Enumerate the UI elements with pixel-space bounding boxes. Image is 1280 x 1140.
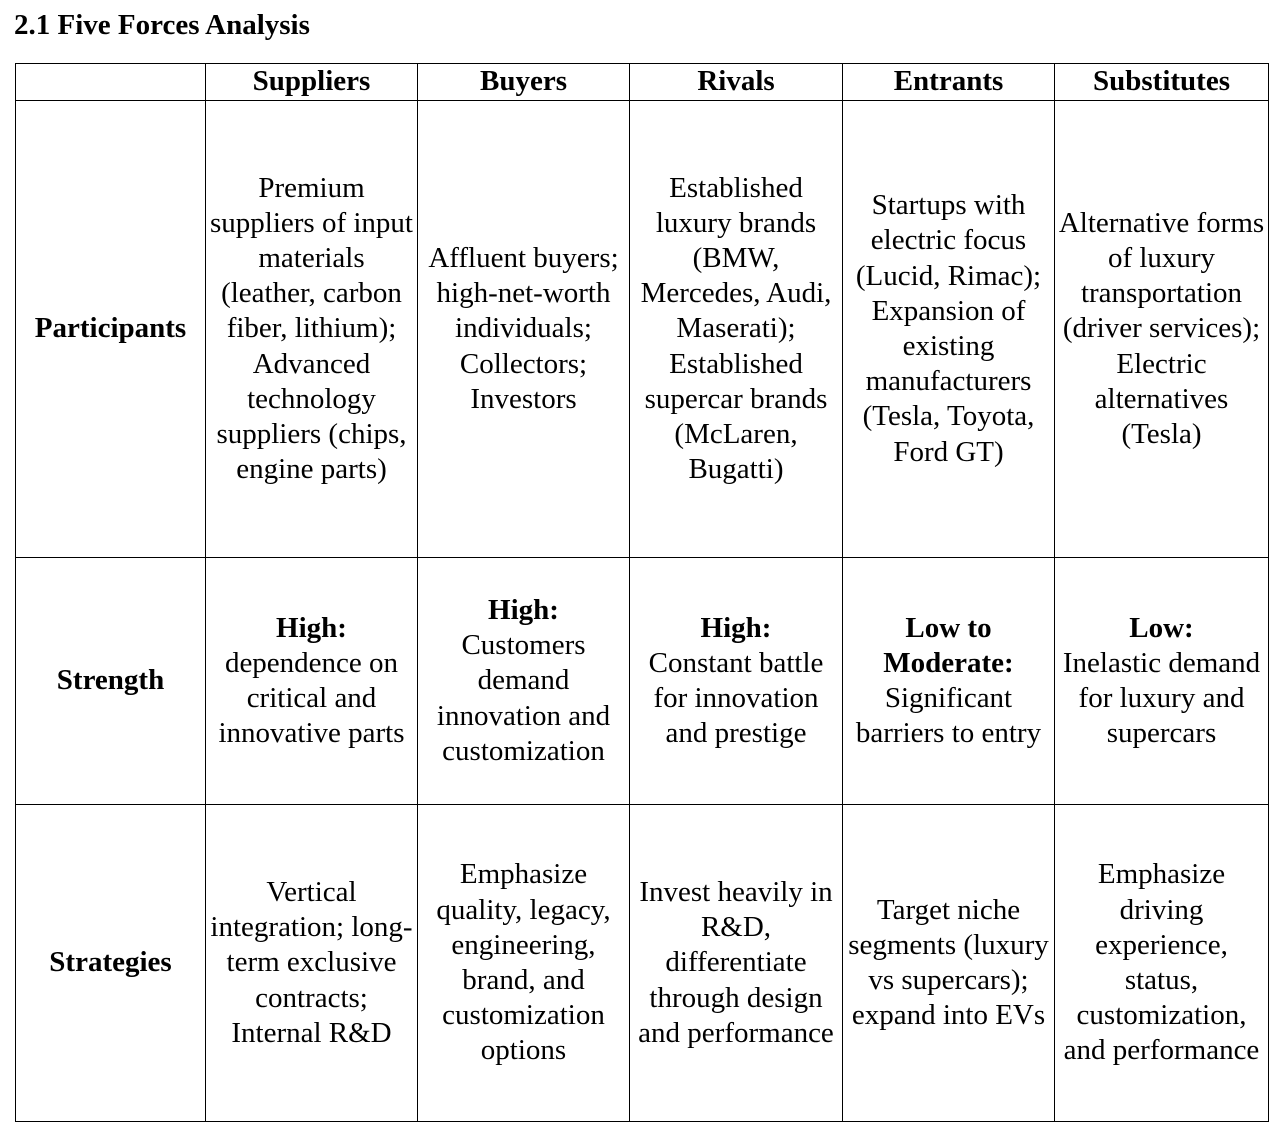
cell-strength-suppliers <box>206 558 418 805</box>
row-label-strength: Strength <box>16 558 206 805</box>
cell-text: Startups with electric focus (Lucid, Rimac); Expansion of existing manufacturers (Tesla, Toyota, Ford GT) <box>855 189 1042 468</box>
cell-text: Alternative forms of luxury transportation (driver services); Electric alternatives (Tesla) <box>1058 206 1265 450</box>
cell-text: Target niche segments (luxury vs supercars); expand into EVs <box>848 893 1049 1032</box>
cell-participants-rivals <box>630 101 843 558</box>
cell-strength-rivals <box>630 558 843 805</box>
five-forces-table <box>15 63 1269 1122</box>
cell-text: Emphasize quality, legacy, engineering, brand, and customization options <box>436 858 611 1067</box>
page-title: 2.1 Five Forces Analysis <box>14 9 310 41</box>
header-rivals: Rivals <box>630 64 843 101</box>
cell-strength-buyers <box>418 558 630 805</box>
cell-text: Premium suppliers of input materials (leather, carbon fiber, lithium); Advanced technology suppliers (chips, engine parts) <box>210 171 413 486</box>
cell-text: Inelastic demand for luxury and supercars <box>1062 646 1261 750</box>
header-substitutes: Substitutes <box>1055 64 1269 101</box>
header-corner <box>16 64 206 101</box>
cell-text: Emphasize driving experience, status, customization, and performance <box>1063 858 1260 1067</box>
table-row <box>16 805 1269 1122</box>
cell-strategies-rivals <box>630 805 843 1122</box>
row-label-strategies: Strategies <box>16 805 206 1122</box>
cell-text: dependence on critical and innovative parts <box>218 646 405 750</box>
table-row <box>16 101 1269 558</box>
cell-text: Affluent buyers; high-net-worth individuals; Collectors; Investors <box>428 241 619 415</box>
cell-strategies-substitutes <box>1055 805 1269 1122</box>
cell-text: Customers demand innovation and customization <box>436 629 611 767</box>
cell-strength-entrants <box>843 558 1055 805</box>
cell-text: Invest heavily in R&D, differentiate through design and performance <box>638 875 834 1049</box>
cell-lead: High: <box>700 611 772 644</box>
cell-text: Vertical integration; long-term exclusive contracts; Internal R&D <box>210 875 413 1049</box>
cell-participants-entrants <box>843 101 1055 558</box>
cell-text: Significant barriers to entry <box>855 682 1042 750</box>
table-header-row <box>16 64 1269 101</box>
header-entrants: Entrants <box>843 64 1055 101</box>
header-buyers: Buyers <box>418 64 630 101</box>
cell-strength-substitutes <box>1055 558 1269 805</box>
cell-text: Constant battle for innovation and prestige <box>648 646 824 750</box>
cell-text: Established luxury brands (BMW, Mercedes, Audi, Maserati); Established supercar brands (McLaren, Bugatti) <box>640 171 832 486</box>
cell-strategies-suppliers <box>206 805 418 1122</box>
table-row <box>16 558 1269 805</box>
cell-participants-substitutes <box>1055 101 1269 558</box>
header-suppliers: Suppliers <box>206 64 418 101</box>
cell-lead: Low: <box>1129 611 1194 644</box>
cell-participants-suppliers <box>206 101 418 558</box>
cell-participants-buyers <box>418 101 630 558</box>
cell-lead: High: <box>276 611 347 644</box>
cell-strategies-buyers <box>418 805 630 1122</box>
cell-lead: High: <box>488 593 559 626</box>
cell-lead: Low to Moderate: <box>883 611 1014 679</box>
cell-strategies-entrants <box>843 805 1055 1122</box>
row-label-participants: Participants <box>16 101 206 558</box>
